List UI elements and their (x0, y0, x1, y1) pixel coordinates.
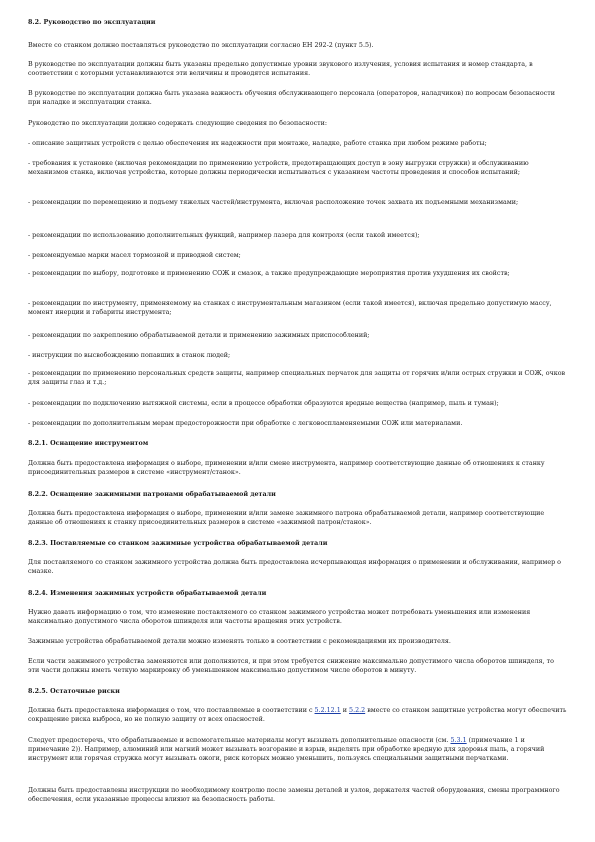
paragraph: - требования к установке (включая рекомендации по применению устройств, предотвращающих доступ в зону выгрузки стружки) и обслуживанию механизмов станка, включая устройства, которые должны периодически испытываться с указанием частоты проведения и способов испытаний; (28, 160, 529, 176)
paragraph: - рекомендации по инструменту, применяемому на станках с инструментальным магазином (если такой имеется), включая предельно допустимую массу, момент инерции и габариты инструмента; (28, 300, 552, 316)
paragraph (28, 706, 567, 724)
paragraph: Должны быть предоставлены инструкции по необходимому контролю после замены деталей и узлов, держателя частей оборудования, смены программного обеспечения, если указанные процессы влияют на безопасность работы. (28, 787, 560, 803)
paragraph: - рекомендации по выбору, подготовке и применению СОЖ и смазок, а также предупреждающие мероприятия против ухудшения их свойств; (28, 270, 510, 277)
section-heading: 8.2.2. Оснащение зажимными патронами обрабатываемой детали (28, 491, 276, 498)
paragraph: - рекомендации по подключению вытяжной системы, если в процессе обработки образуются вредные вещества (например, пыль и туман); (28, 400, 499, 407)
paragraph: - описание защитных устройств с целью обеспечения их надежности при монтаже, наладке, работе станка при любом режиме работы; (28, 140, 487, 147)
text-run: вместе со станком защитные устройства могут обеспечить сокращение риска выброса, но не полную защиту от всех опасностей. (28, 707, 567, 723)
paragraph: В руководстве по эксплуатации должна быть указана важность обучения обслуживающего персонала (операторов, наладчиков) по вопросам безопасности при наладке и эксплуатации станка. (28, 90, 555, 106)
paragraph: Для поставляемого со станком зажимного устройства должна быть предоставлена исчерпывающая информация о применении и обслуживании, например о смазке. (28, 559, 561, 575)
text-run: и (340, 707, 350, 714)
section-heading: 8.2.1. Оснащение инструментом (28, 440, 149, 447)
paragraph: Руководство по эксплуатации должно содержать следующие сведения по безопасности: (28, 120, 328, 127)
paragraph: - инструкции по высвобождению попавших в станок людей; (28, 352, 231, 359)
paragraph: Должна быть предоставлена информация о выборе, применении и/или замене зажимного патрона обрабатываемой детали, например соответствующие данные об отношениях к станку присоединительных размеров в системе «зажимной патрон/станок». (28, 510, 545, 526)
text-run: Следует предостеречь, что обрабатываемые и вспомогательные материалы могут вызывать дополнительные опасности (см. (28, 737, 451, 744)
paragraph: Должна быть предоставлена информация о выборе, применении и/или смене инструмента, например соответствующие данные об отношениях к станку присоединительных размеров в системе «инструмент/станок». (28, 460, 545, 476)
text-run: Должна быть предоставлена информация о том, что поставляемые в соответствии с (28, 707, 315, 714)
paragraph: Зажимные устройства обрабатываемой детали можно изменять только в соответствии с рекомендациями их производителя. (28, 638, 451, 645)
section-reference-link[interactable]: 5.2.12.1 (314, 707, 341, 714)
section-reference-link[interactable]: 5.3.1 (450, 737, 467, 744)
paragraph: Нужно давать информацию о том, что изменение поставляемого со станком зажимного устройства может потребовать уменьшения или изменения максимально допустимого числа оборотов шпинделя или частоты вращения этих устройств. (28, 609, 531, 625)
section-heading: 8.2.5. Остаточные риски (28, 688, 120, 695)
paragraph (28, 736, 567, 763)
section-heading: 8.2.4. Изменения зажимных устройств обрабатываемой детали (28, 590, 267, 597)
paragraph: - рекомендации по использованию дополнительных функций, например лазера для контроля (если такой имеется); (28, 232, 420, 239)
paragraph: В руководстве по эксплуатации должны быть указаны предельно допустимые уровни звукового излучения, условия испытания и номер стандарта, в соответствии с которыми устанавливаются эти величины и проводятся испытания. (28, 61, 533, 77)
section-heading: 8.2. Руководство по эксплуатации (28, 19, 156, 26)
paragraph: - рекомендуемые марки масел тормозной и приводной систем; (28, 252, 241, 259)
paragraph: - рекомендации по закреплению обрабатываемой детали и применению зажимных приспособлений; (28, 332, 370, 339)
section-heading: 8.2.3. Поставляемые со станком зажимные устройства обрабатываемой детали (28, 540, 328, 547)
paragraph: - рекомендации по применению персональных средств защиты, например специальных перчаток для защиты от горячих и/или острых стружки и СОЖ, очков для защиты глаз и т.д.; (28, 370, 566, 386)
paragraph: Вместе со станком должно поставляться руководство по эксплуатации согласно ЕН 292-2 (пункт 5.5). (28, 42, 374, 49)
paragraph: - рекомендации по перемещению и подъему тяжелых частей/инструмента, включая расположение точек захвата их подъемными механизмами; (28, 199, 519, 206)
text-run: (примечание 1 и примечание 2)). Например, алюминий или магний может вызывать возгорание и взрыв, выделять при обработке вредную для здоровья пыль, а горячий инструмент или горячая стружка могут вызывать ожоги, риск которых можно уменьшить, пользуясь специальными защитными перчатками. (28, 737, 545, 762)
section-reference-link[interactable]: 5.2.2 (349, 707, 366, 714)
paragraph: - рекомендации по дополнительным мерам предосторожности при обработке с легковоспламеняемыми СОЖ или материалами. (28, 420, 463, 427)
paragraph: Если части зажимного устройства заменяются или дополняются, и при этом требуется снижение максимально допустимого числа оборотов шпинделя, то эти части должны иметь четкую маркировку об уменьшенном максимально допустимом числе оборотов в минуту. (28, 658, 554, 674)
